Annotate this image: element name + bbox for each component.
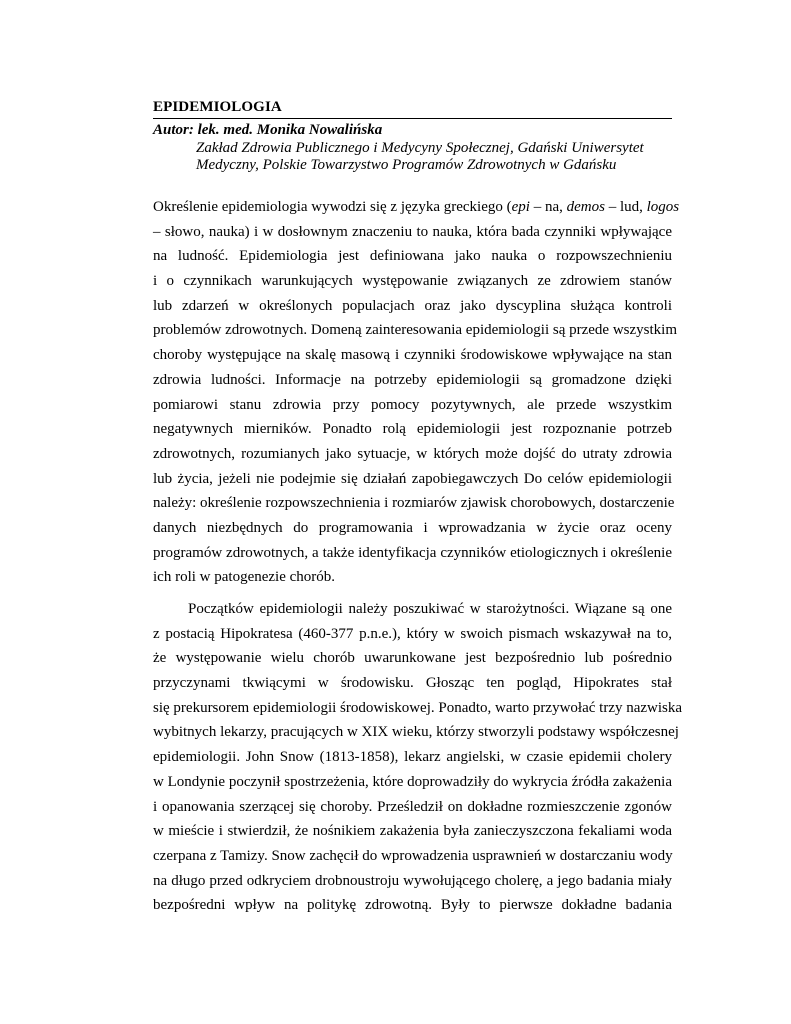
paragraph-line: zdrowotnych, rozumianych jako sytuacje, w których może dojść do utraty zdrowia: [153, 445, 672, 462]
text-run: – na,: [529, 199, 567, 215]
italic-term: demos: [566, 199, 605, 215]
paragraph-line: choroby występujące na skalę masową i czynniki środowiskowe wpływające na stan: [153, 347, 672, 364]
paragraph-line: wybitnych lekarzy, pracujących w XIX wieku, którzy stworzyli podstawy współczesnej: [153, 724, 679, 741]
paragraph-line: na długo przed odkryciem drobnoustroju wywołującego cholerę, a jego badania miały: [153, 872, 672, 889]
paragraph-line: z postacią Hipokratesa (460-377 p.n.e.), który w swoich pismach wskazywał na to,: [153, 625, 672, 642]
italic-term: logos: [646, 199, 680, 215]
paragraph-line: należy: określenie rozpowszechnienia i rozmiarów zjawisk chorobowych, dostarczenie: [153, 495, 675, 512]
paragraph-line: i o czynnikach warunkujących występowanie związanych ze zdrowiem stanów: [153, 273, 672, 290]
text-run: Określenie epidemiologia wywodzi się z języka greckiego (: [153, 199, 512, 215]
paragraph-line: Początków epidemiologii należy poszukiwać w starożytności. Wiązane są one: [188, 601, 672, 617]
paragraph-line: i opanowania szerzącej się choroby. Prześledził on dokładne rozmieszczenie zgonów: [153, 798, 672, 815]
paragraph-line: bezpośredni wpływ na politykę zdrowotną. Były to pierwsze dokładne badania: [153, 897, 672, 914]
paragraph-line: epidemiologii. John Snow (1813-1858), lekarz angielski, w czasie epidemii cholery: [153, 749, 672, 766]
paragraph-line: że występowanie wielu chorób uwarunkowane jest bezpośrednio lub pośrednio: [153, 650, 672, 667]
paragraph-line: ich roli w patogenezie chorób.: [153, 569, 336, 586]
paragraph-line: [153, 195, 680, 220]
paragraph-line: czerpana z Tamizy. Snow zachęcił do wprowadzenia usprawnień w dostarczaniu wody: [153, 847, 673, 864]
paragraph-line: się prekursorem epidemiologii środowiskowej. Ponadto, warto przywołać trzy nazwiska: [153, 699, 683, 716]
paragraph-line: programów zdrowotnych, a także identyfikacja czynników etiologicznych i określenie: [153, 544, 672, 561]
italic-term: epi: [511, 199, 530, 215]
paragraph-line: zdrowia ludności. Informacje na potrzeby epidemiologii są gromadzone dzięki: [153, 371, 672, 388]
paragraph-line: pomiarowi stanu zdrowia przy pomocy pozytywnych, ale przede wszystkim: [153, 396, 672, 413]
author-line: Autor: lek. med. Monika Nowalińska: [153, 122, 383, 138]
paragraph-line: lub zdarzeń w określonych populacjach oraz jako dyscyplina służąca kontroli: [153, 297, 672, 314]
paragraph-line: negatywnych mierników. Ponadto rolą epidemiologii jest rozpoznanie potrzeb: [153, 421, 672, 438]
paragraph-line: lub życia, jeżeli nie podejmie się działań zapobiegawczych Do celów epidemiologii: [153, 470, 672, 487]
paragraph-line: danych niezbędnych do programowania i wprowadzania w życie oraz oceny: [153, 519, 672, 536]
paragraph-line: w mieście i stwierdził, że nośnikiem zakażenia była zanieczyszczona fekaliami woda: [153, 823, 672, 840]
text-run: – lud,: [604, 199, 647, 215]
paragraph-line: przyczynami tkwiącymi w środowisku. Głosząc ten pogląd, Hipokrates stał: [153, 675, 672, 692]
paragraph-line: – słowo, nauka) i w dosłownym znaczeniu to nauka, która bada czynniki wpływające: [153, 223, 672, 240]
affiliation-line-2: Medyczny, Polskie Towarzystwo Programów Zdrowotnych w Gdańsku: [196, 157, 617, 173]
paragraph-2: [153, 597, 683, 918]
document-title: EPIDEMIOLOGIA: [153, 99, 282, 115]
title-underline: [153, 118, 672, 119]
paragraph-line: na ludność. Epidemiologia jest definiowana jako nauka o rozpowszechnieniu: [153, 248, 672, 265]
affiliation-line-1: Zakład Zdrowia Publicznego i Medycyny Społecznej, Gdański Uniwersytet: [196, 140, 644, 156]
paragraph-1: [153, 195, 680, 590]
paragraph-line: problemów zdrowotnych. Domeną zainteresowania epidemiologii są przede wszystkim: [153, 322, 678, 339]
paragraph-line: w Londynie poczynił spostrzeżenia, które doprowadziły do wykrycia źródła zakażenia: [153, 773, 672, 790]
